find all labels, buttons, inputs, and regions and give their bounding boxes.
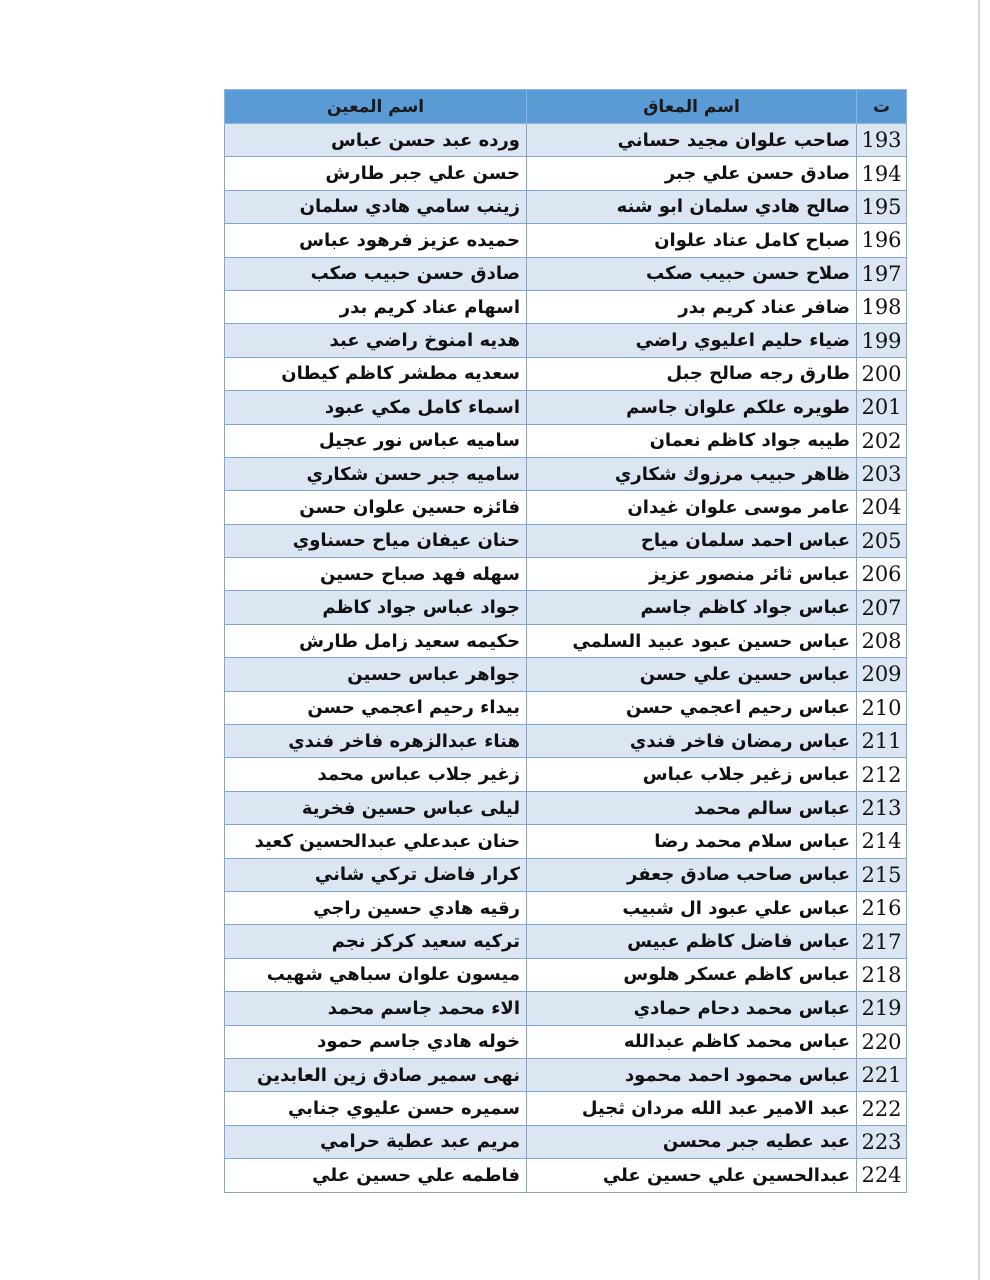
row-number-cell: 218 [857,958,907,991]
helper-name-cell: ورده عبد حسن عباس [225,124,527,157]
helper-name-cell: ساميه عباس نور عجيل [225,424,527,457]
header-number: ت [857,90,907,124]
row-number-cell: 213 [857,791,907,824]
row-number-cell: 221 [857,1058,907,1091]
names-table [224,89,907,1193]
table-row [225,1092,907,1125]
helper-name-cell: حنان عبدعلي عبدالحسين كعيد [225,825,527,858]
helper-name-cell: زغير جلاب عباس محمد [225,758,527,791]
table-row [225,758,907,791]
disabled-name-cell: عباس سلام محمد رضا [527,825,857,858]
disabled-name-cell: عباس جواد كاظم جاسم [527,591,857,624]
row-number-cell: 197 [857,257,907,290]
disabled-name-cell: عباس محمود احمد محمود [527,1058,857,1091]
table-row [225,391,907,424]
table-row [225,725,907,758]
row-number-cell: 202 [857,424,907,457]
row-number-cell: 205 [857,524,907,557]
helper-name-cell: اسماء كامل مكي عبود [225,391,527,424]
table-row [225,624,907,657]
disabled-name-cell: عباس حسين عبود عبيد السلمي [527,624,857,657]
table-header-row [225,90,907,124]
row-number-cell: 201 [857,391,907,424]
disabled-name-cell: عبدالحسين علي حسين علي [527,1159,857,1192]
row-number-cell: 215 [857,858,907,891]
helper-name-cell: فاطمه علي حسين علي [225,1159,527,1192]
helper-name-cell: كرار فاضل تركي شاني [225,858,527,891]
table-row [225,224,907,257]
disabled-name-cell: طارق رجه صالح جبل [527,357,857,390]
disabled-name-cell: عباس كاظم عسكر هلوس [527,958,857,991]
row-number-cell: 222 [857,1092,907,1125]
helper-name-cell: بيداء رحيم اعجمي حسن [225,691,527,724]
disabled-name-cell: عباس حسين علي حسن [527,658,857,691]
table-row [225,658,907,691]
table-row [225,1025,907,1058]
disabled-name-cell: عباس رمضان فاخر فندي [527,725,857,758]
helper-name-cell: ليلى عباس حسين فخرية [225,791,527,824]
row-number-cell: 193 [857,124,907,157]
row-number-cell: 206 [857,558,907,591]
disabled-name-cell: صباح كامل عناد علوان [527,224,857,257]
helper-name-cell: مريم عبد عطية حرامي [225,1125,527,1158]
helper-name-cell: هناء عبدالزهره فاخر فندي [225,725,527,758]
helper-name-cell: اسهام عناد كريم بدر [225,290,527,323]
disabled-name-cell: عامر موسى علوان غيدان [527,491,857,524]
table-row [225,257,907,290]
row-number-cell: 214 [857,825,907,858]
disabled-name-cell: عبد عطيه جبر محسن [527,1125,857,1158]
table-row [225,357,907,390]
helper-name-cell: حكيمه سعيد زامل طارش [225,624,527,657]
disabled-name-cell: عباس صاحب صادق جعفر [527,858,857,891]
disabled-name-cell: عباس رحيم اعجمي حسن [527,691,857,724]
row-number-cell: 216 [857,891,907,924]
page-edge [978,0,980,1280]
row-number-cell: 203 [857,457,907,490]
table-body [225,124,907,1193]
table-row [225,791,907,824]
table-row [225,190,907,223]
row-number-cell: 212 [857,758,907,791]
row-number-cell: 198 [857,290,907,323]
table-row [225,992,907,1025]
disabled-name-cell: عباس سالم محمد [527,791,857,824]
helper-name-cell: صادق حسن حبيب صكب [225,257,527,290]
helper-name-cell: ميسون علوان سباهي شهيب [225,958,527,991]
row-number-cell: 223 [857,1125,907,1158]
disabled-name-cell: طويره علكم علوان جاسم [527,391,857,424]
helper-name-cell: سهله فهد صباح حسين [225,558,527,591]
table-row [225,524,907,557]
table-row [225,157,907,190]
disabled-name-cell: ظاهر حبيب مرزوك شكاري [527,457,857,490]
table-row [225,290,907,323]
table-row [225,1058,907,1091]
row-number-cell: 220 [857,1025,907,1058]
helper-name-cell: حميده عزيز فرهود عباس [225,224,527,257]
disabled-name-cell: صادق حسن علي جبر [527,157,857,190]
helper-name-cell: فائزه حسين علوان حسن [225,491,527,524]
table-row [225,1159,907,1192]
row-number-cell: 224 [857,1159,907,1192]
helper-name-cell: نهى سمير صادق زين العابدين [225,1058,527,1091]
disabled-name-cell: عباس احمد سلمان مياح [527,524,857,557]
helper-name-cell: سعديه مطشر كاظم كيطان [225,357,527,390]
disabled-name-cell: طيبه جواد كاظم نعمان [527,424,857,457]
table-row [225,1125,907,1158]
row-number-cell: 208 [857,624,907,657]
row-number-cell: 207 [857,591,907,624]
row-number-cell: 219 [857,992,907,1025]
disabled-name-cell: صاحب علوان مجيد حساني [527,124,857,157]
disabled-name-cell: عباس محمد كاظم عبدالله [527,1025,857,1058]
helper-name-cell: هديه امنوخ راضي عبد [225,324,527,357]
helper-name-cell: حسن علي جبر طارش [225,157,527,190]
table-row [225,491,907,524]
helper-name-cell: خوله هادي جاسم حمود [225,1025,527,1058]
table-row [225,591,907,624]
table-row [225,825,907,858]
disabled-name-cell: عبد الامير عبد الله مردان ثجيل [527,1092,857,1125]
disabled-name-cell: صلاح حسن حبيب صكب [527,257,857,290]
disabled-name-cell: عباس محمد دحام حمادي [527,992,857,1025]
row-number-cell: 194 [857,157,907,190]
table-row [225,324,907,357]
header-disabled-name: اسم المعاق [527,90,857,124]
disabled-name-cell: ضياء حليم اعليوي راضي [527,324,857,357]
disabled-name-cell: عباس علي عبود ال شبيب [527,891,857,924]
helper-name-cell: جواد عباس جواد كاظم [225,591,527,624]
helper-name-cell: الاء محمد جاسم محمد [225,992,527,1025]
row-number-cell: 209 [857,658,907,691]
disabled-name-cell: صالح هادي سلمان ابو شنه [527,190,857,223]
table-row [225,124,907,157]
row-number-cell: 196 [857,224,907,257]
disabled-name-cell: ضافر عناد كريم بدر [527,290,857,323]
row-number-cell: 204 [857,491,907,524]
disabled-name-cell: عباس زغير جلاب عباس [527,758,857,791]
table-row [225,958,907,991]
disabled-name-cell: عباس ثائر منصور عزيز [527,558,857,591]
disabled-name-cell: عباس فاضل كاظم عبيس [527,925,857,958]
table-row [225,891,907,924]
helper-name-cell: تركيه سعيد كركز نجم [225,925,527,958]
header-helper-name: اسم المعين [225,90,527,124]
table-row [225,457,907,490]
helper-name-cell: سميره حسن عليوي جنابي [225,1092,527,1125]
row-number-cell: 217 [857,925,907,958]
table-row [225,424,907,457]
table-row [225,691,907,724]
row-number-cell: 210 [857,691,907,724]
table-row [225,558,907,591]
row-number-cell: 211 [857,725,907,758]
table-row [225,925,907,958]
helper-name-cell: ساميه جبر حسن شكاري [225,457,527,490]
document-table-container [224,89,906,1193]
row-number-cell: 199 [857,324,907,357]
helper-name-cell: جواهر عباس حسين [225,658,527,691]
row-number-cell: 200 [857,357,907,390]
helper-name-cell: حنان عيفان مياح حسناوي [225,524,527,557]
helper-name-cell: رقيه هادي حسين راجي [225,891,527,924]
row-number-cell: 195 [857,190,907,223]
helper-name-cell: زينب سامي هادي سلمان [225,190,527,223]
table-row [225,858,907,891]
